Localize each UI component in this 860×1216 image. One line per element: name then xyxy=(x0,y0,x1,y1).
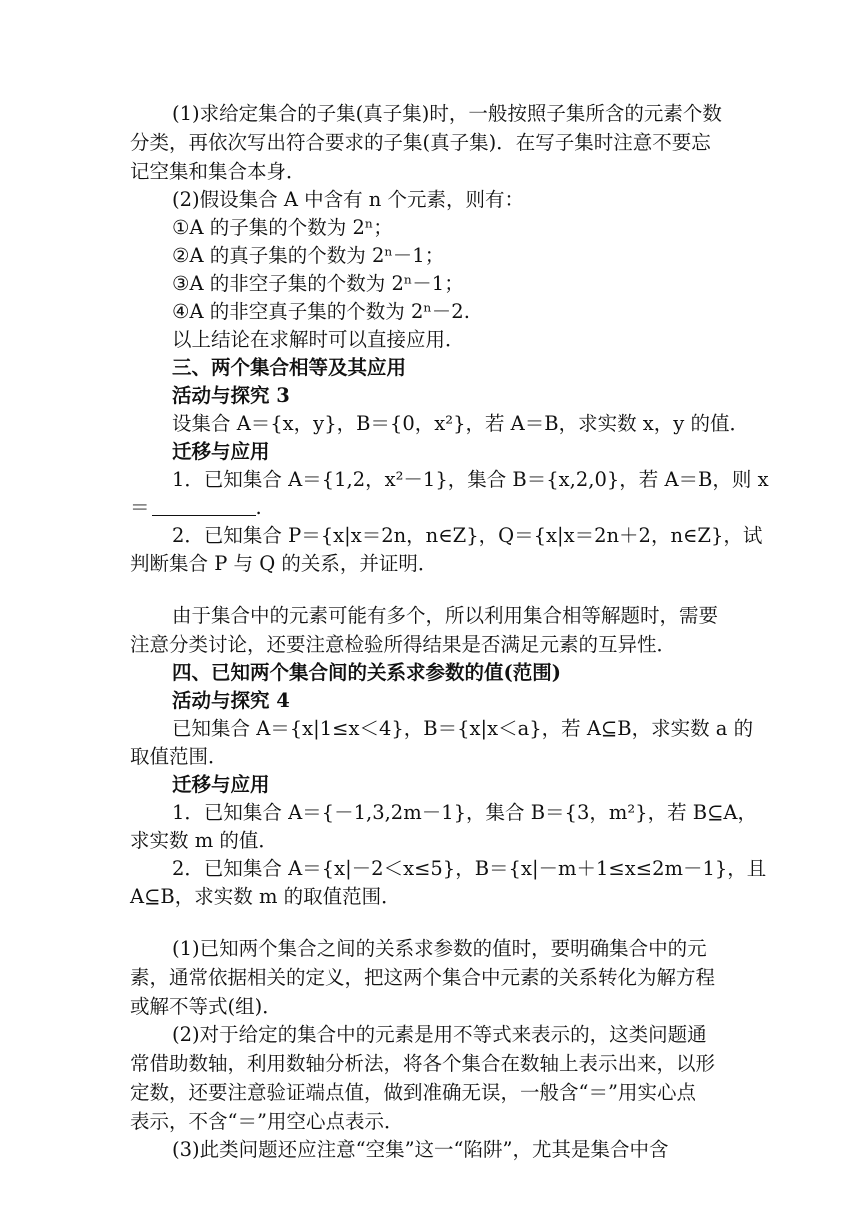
summary1-line-3: 记空集和集合本身． xyxy=(130,160,306,183)
summary1-item-1: ①A 的子集的个数为 2ⁿ； xyxy=(172,216,393,239)
answer-blank[interactable] xyxy=(152,497,256,516)
section4-transfer-label: 迁移与应用 xyxy=(172,773,270,796)
summary2-p2-line-4: 表示，不含“＝”用空心点表示． xyxy=(130,1110,404,1133)
summary1-item-4: ④A 的非空真子集的个数为 2ⁿ－2. xyxy=(172,300,470,323)
section3-q2-line-2: 判断集合 P 与 Q 的关系，并证明． xyxy=(130,552,438,575)
summary2-p2-line-1: (2)对于给定的集合中的元素是用不等式来表示的，这类问题通 xyxy=(172,1023,707,1046)
summary2-p3-line-1: (3)此类问题还应注意“空集”这一“陷阱”，尤其是集合中含 xyxy=(172,1138,669,1161)
summary1-line-1: (1)求给定集合的子集(真子集)时，一般按照子集所含的元素个数 xyxy=(172,102,722,125)
section4-activity-label: 活动与探究 4 xyxy=(172,689,290,712)
section4-activity-line-1: 已知集合 A＝{x|1≤x＜4}，B＝{x|x＜a}，若 A⊆B，求实数 a 的 xyxy=(172,717,754,740)
section3-activity-text: 设集合 A＝{x，y}，B＝{0，x²}，若 A＝B，求实数 x，y 的值． xyxy=(172,412,749,435)
section4-q2-line-2: A⊆B，求实数 m 的取值范围． xyxy=(130,885,401,908)
summary2-p1-line-3: 或解不等式(组)． xyxy=(130,995,282,1018)
section4-q1-line-2: 求实数 m 的值． xyxy=(130,829,278,852)
equals-sign: ＝ xyxy=(130,496,150,519)
section4-activity-line-2: 取值范围． xyxy=(130,745,228,768)
section4-q2-line-1: 2．已知集合 A＝{x|－2＜x≤5}，B＝{x|－m＋1≤x≤2m－1}，且 xyxy=(172,857,767,880)
q1-period: . xyxy=(255,496,262,519)
section3-note-line-1: 由于集合中的元素可能有多个，所以利用集合相等解题时，需要 xyxy=(172,604,719,627)
summary2-p2-line-3: 定数，还要注意验证端点值，做到准确无误，一般含“＝”用实心点 xyxy=(130,1081,696,1104)
summary2-p1-line-1: (1)已知两个集合之间的关系求参数的值时，要明确集合中的元 xyxy=(172,937,707,960)
summary2-p1-line-2: 素，通常依据相关的定义，把这两个集合中元素的关系转化为解方程 xyxy=(130,966,716,989)
section4-heading: 四、已知两个集合间的关系求参数的值(范围) xyxy=(172,661,561,684)
summary1-line-2: 分类，再依次写出符合要求的子集(真子集)．在写子集时注意不要忘 xyxy=(130,131,711,154)
section3-q2-line-1: 2．已知集合 P＝{x|x＝2n，n∈Z}，Q＝{x|x＝2n＋2，n∈Z}，试 xyxy=(172,524,763,547)
summary1-item-3: ③A 的非空子集的个数为 2ⁿ－1； xyxy=(172,272,464,295)
summary1-intro: (2)假设集合 A 中含有 n 个元素，则有： xyxy=(172,188,525,211)
summary1-item-2: ②A 的真子集的个数为 2ⁿ－1； xyxy=(172,244,445,267)
section3-transfer-label: 迁移与应用 xyxy=(172,440,270,463)
section3-activity-label: 活动与探究 3 xyxy=(172,384,290,407)
section3-note-line-2: 注意分类讨论，还要注意检验所得结果是否满足元素的互异性． xyxy=(130,633,677,656)
section4-q1-line-1: 1．已知集合 A＝{－1,3,2m－1}，集合 B＝{3，m²}，若 B⊆A， xyxy=(172,801,758,824)
section3-heading: 三、两个集合相等及其应用 xyxy=(172,356,407,379)
section3-q1-line-1: 1．已知集合 A＝{1,2，x²－1}，集合 B＝{x,2,0}，若 A＝B，则 x xyxy=(172,468,769,491)
summary2-p2-line-2: 常借助数轴，利用数轴分析法，将各个集合在数轴上表示出来，以形 xyxy=(130,1052,716,1075)
section3-q1-line-2 xyxy=(130,494,430,522)
summary1-closing: 以上结论在求解时可以直接应用． xyxy=(172,328,465,351)
